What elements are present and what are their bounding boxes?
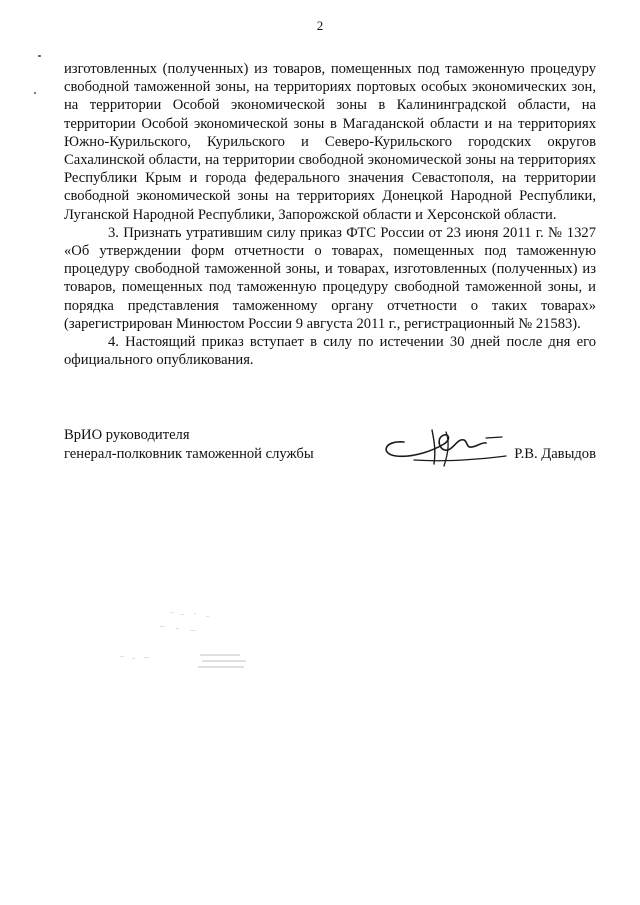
scan-speck [38, 55, 41, 57]
paragraph-continuation: изготовленных (полученных) из товаров, помещенных под таможенную процедуру свободной таможенной зоны, на территориях портовых особых экономических зон, на территории Особой экономической зоны в Калининградской области, на территории Особой экономической зоны в Магаданской области и на территориях Южно-Курильского, Курильского и Северо-Курильского городских округов Сахалинской области, на территории свободной экономической зоны на территориях Республики Крым и города федерального значения Севастополя, на территории свободной экономической зоны на территориях Донецкой Народной Республики, Луганской Народной Республики, Запорожской области и Херсонской области. [64, 61, 596, 223]
page-number: 2 [316, 18, 324, 33]
scan-speck [34, 92, 36, 94]
signatory-name: Р.В. Давыдов [514, 446, 596, 462]
faint-scan-artifact [110, 608, 280, 678]
handwritten-signature [374, 420, 514, 470]
position-line-1: ВрИО руководителя [64, 427, 190, 443]
position-line-2: генерал-полковник таможенной службы [64, 446, 314, 462]
paragraph-item-3: 3. Признать утратившим силу приказ ФТС России от 23 июня 2011 г. № 1327 «Об утверждении форм отчетности о товарах, помещенных под таможенную процедуру свободной таможенной зоны, и товарах, изготовленных (полученных) из товаров, помещенных под таможенную процедуру свободной таможенной зоны, и порядка представления таможенному органу отчетности о таких товарах» (зарегистрирован Минюстом России 9 августа 2011 г., регистрационный № 21583). [64, 224, 596, 332]
signatory-position [64, 426, 314, 464]
signature-block [64, 426, 596, 474]
paragraph-item-4: 4. Настоящий приказ вступает в силу по истечении 30 дней после дня его официального опубликования. [64, 334, 596, 369]
document-body [64, 60, 596, 369]
